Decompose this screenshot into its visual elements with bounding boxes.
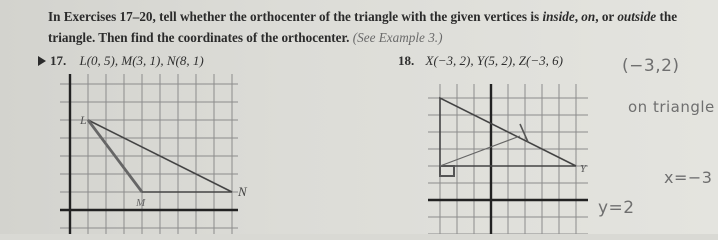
right-angle-mark bbox=[440, 166, 454, 176]
exercise-17-header bbox=[50, 53, 204, 69]
exercise-18-graph bbox=[428, 84, 588, 234]
vertex-label-l: L bbox=[80, 113, 87, 127]
exercise-bullet-icon bbox=[38, 56, 46, 66]
exercise-instructions bbox=[48, 6, 688, 48]
handwritten-point: (−3,2) bbox=[622, 56, 680, 76]
example-reference: (See Example 3.) bbox=[352, 30, 443, 45]
instructions-on: on bbox=[581, 9, 596, 24]
instructions-rest: the triangle. Then find the coordinates of the orthocenter. bbox=[48, 9, 678, 45]
vertex-label-n: N bbox=[238, 184, 247, 199]
instructions-sep1: , bbox=[574, 9, 582, 24]
vertex-label-y: Y bbox=[580, 163, 587, 175]
instructions-inside: inside bbox=[542, 9, 575, 24]
exercise-17-vertices: L(0, 5), M(3, 1), N(8, 1) bbox=[79, 53, 204, 68]
instructions-lead: In Exercises 17–20, tell whether the orthocenter of the triangle with the given vertices is bbox=[48, 9, 543, 24]
vertex-label-m: M bbox=[136, 197, 146, 209]
exercise-17-number: 17. bbox=[50, 53, 67, 68]
exercise-18-vertices: X(−3, 2), Y(5, 2), Z(−3, 6) bbox=[425, 53, 563, 68]
instructions-sep2: , or bbox=[595, 9, 618, 24]
instructions-outside: outside bbox=[617, 9, 657, 24]
exercise-18-number: 18. bbox=[398, 53, 415, 68]
exercise-18-header bbox=[398, 53, 563, 69]
handwritten-x-value: x=−3 bbox=[664, 168, 713, 187]
exercise-17-graph bbox=[60, 74, 238, 234]
handwritten-location: on triangle bbox=[628, 98, 715, 116]
handwritten-y-value: y=2 bbox=[598, 198, 635, 218]
